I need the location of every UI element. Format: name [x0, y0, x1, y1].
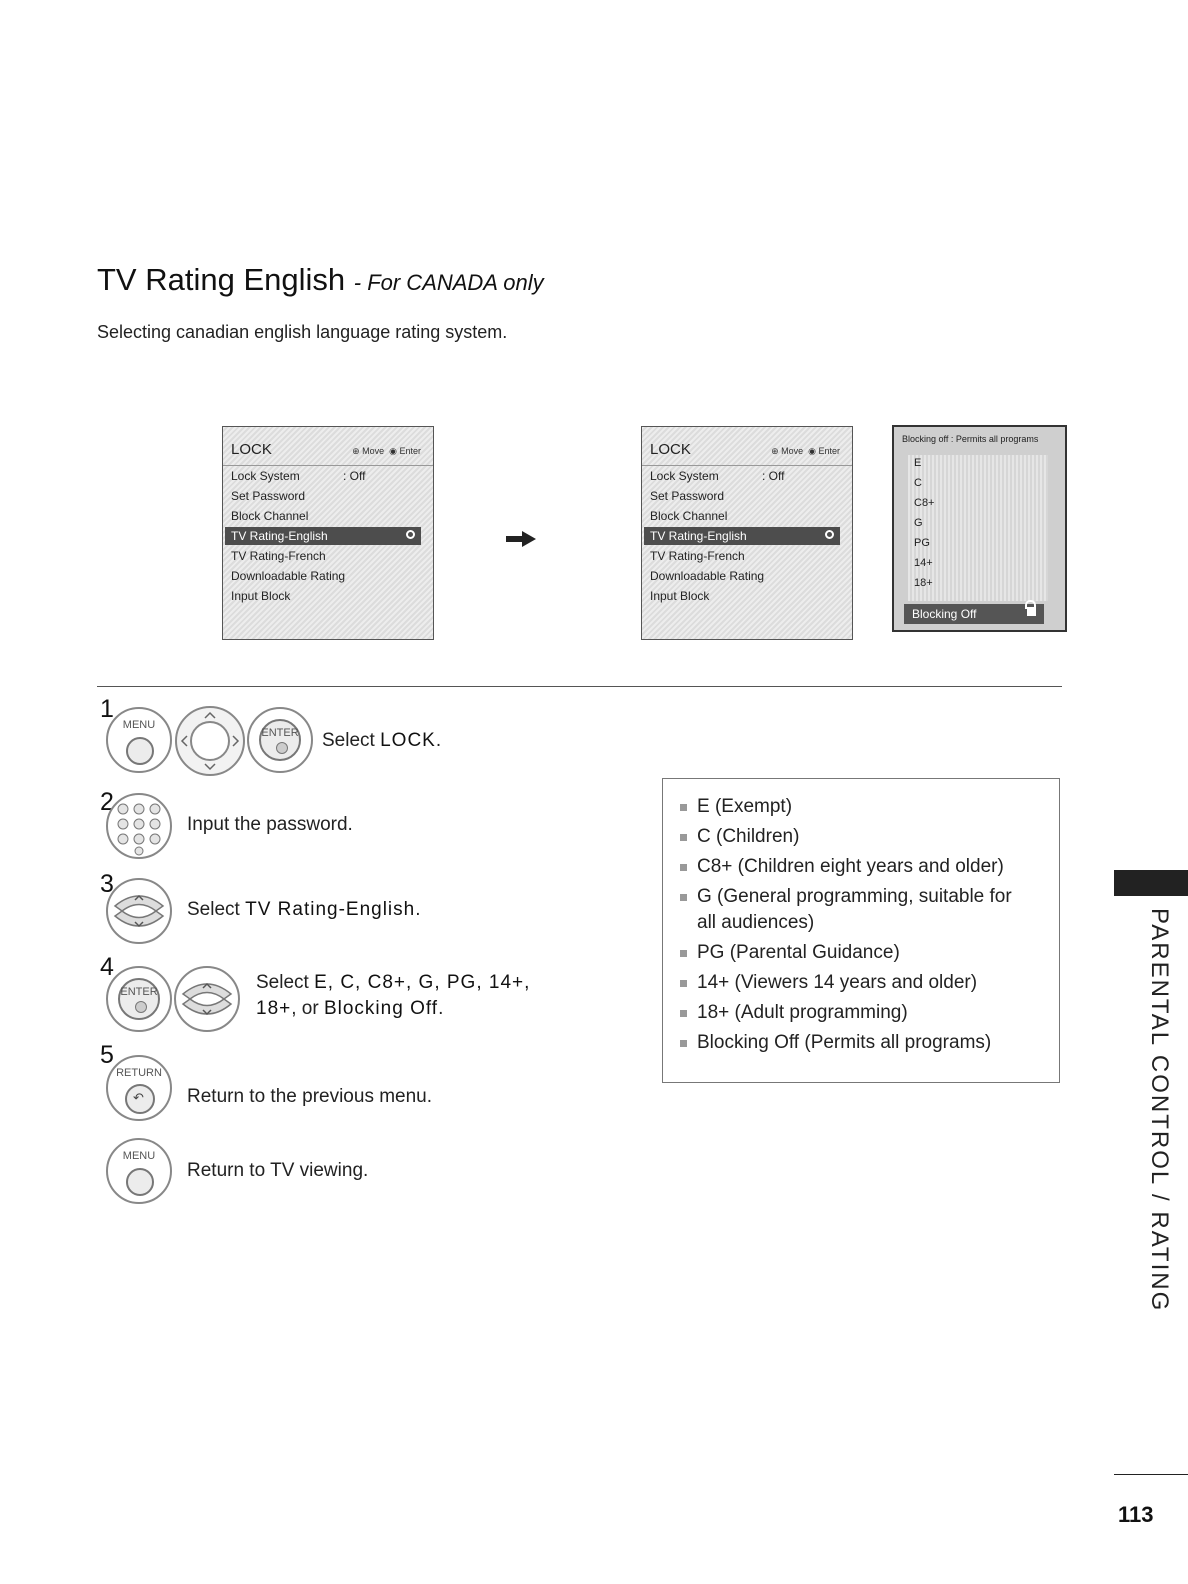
rating-item-c: C — [914, 477, 922, 489]
note-g: G (General programming, suitable for — [697, 886, 1012, 908]
note-e: E (Exempt) — [697, 796, 792, 818]
osd-item-tv-rating-english: TV Rating-English — [644, 527, 840, 545]
note-14: 14+ (Viewers 14 years and older) — [697, 972, 977, 994]
step-1-text: Select LOCK. — [322, 730, 442, 751]
osd-nav-hint: ⊕ Move ◉ Enter — [352, 446, 421, 456]
return-arrow-icon: ↶ — [133, 1090, 144, 1105]
rating-notes-box — [662, 778, 1060, 1083]
title-suffix: - For CANADA only — [353, 270, 544, 295]
page-number: 113 — [1118, 1502, 1154, 1527]
unlock-icon — [1027, 607, 1036, 616]
enter-button[interactable]: ENTER — [106, 966, 172, 1032]
rating-item-14: 14+ — [914, 557, 933, 569]
step-2-text: Input the password. — [187, 814, 353, 835]
step-5-text: Return to the previous menu. — [187, 1086, 433, 1107]
step-number-5: 5 — [100, 1041, 114, 1069]
rating-caption: Blocking off : Permits all programs — [902, 434, 1039, 444]
note-blocking-off: Blocking Off (Permits all programs) — [697, 1032, 991, 1054]
step-6-text: Return to TV viewing. — [187, 1160, 369, 1181]
section-tab-marker — [1114, 870, 1188, 896]
up-down-buttons-icon[interactable] — [174, 966, 240, 1032]
osd-lock-menu-2 — [641, 426, 853, 640]
menu-button[interactable]: MENU — [106, 707, 172, 773]
rating-item-c8: C8+ — [914, 497, 935, 509]
rating-list — [908, 455, 1048, 601]
osd-header — [642, 427, 852, 466]
step-number-4: 4 — [100, 953, 114, 981]
note-c: C (Children) — [697, 826, 799, 848]
osd-title: LOCK — [650, 441, 691, 458]
step-4-text: Select E, C, C8+, G, PG, 14+, 18+, or Blocking Off. — [256, 972, 531, 1019]
step-number-3: 3 — [100, 870, 114, 898]
select-dot-icon — [406, 530, 415, 539]
divider — [97, 686, 1062, 687]
osd-item-lock-system: Lock System : Off — [231, 469, 366, 483]
page-rule — [1114, 1474, 1188, 1475]
rating-item-g: G — [914, 517, 923, 529]
step-3-text: Select TV Rating-English. — [187, 899, 421, 920]
navigation-pad-icon[interactable] — [174, 705, 246, 777]
return-button[interactable]: RETURN ↶ — [106, 1055, 172, 1121]
rating-item-18: 18+ — [914, 577, 933, 589]
osd-header — [223, 427, 433, 466]
rating-popup — [892, 425, 1067, 632]
osd-item-downloadable-rating: Downloadable Rating — [650, 569, 765, 583]
rating-item-e: E — [914, 457, 922, 469]
note-g-continued: all audiences) — [697, 912, 815, 933]
osd-item-lock-system: Lock System : Off — [650, 469, 785, 483]
note-18: 18+ (Adult programming) — [697, 1002, 908, 1024]
osd-item-tv-rating-french: TV Rating-French — [650, 549, 745, 563]
step-number-2: 2 — [100, 788, 114, 816]
enter-button[interactable]: ENTER — [247, 707, 313, 773]
osd-item-tv-rating-french: TV Rating-French — [231, 549, 326, 563]
blocking-off-selected: Blocking Off — [904, 604, 1044, 624]
title-main: TV Rating English — [97, 262, 346, 297]
osd-item-input-block: Input Block — [231, 589, 291, 603]
number-keypad-icon[interactable] — [106, 793, 172, 859]
arrow-right-icon — [506, 531, 536, 547]
rating-item-pg: PG — [914, 537, 930, 549]
osd-item-block-channel: Block Channel — [650, 509, 728, 523]
osd-item-tv-rating-english: TV Rating-English — [225, 527, 421, 545]
osd-item-block-channel: Block Channel — [231, 509, 309, 523]
page-title — [97, 262, 544, 298]
step-number-1: 1 — [100, 695, 114, 723]
up-down-buttons-icon[interactable] — [106, 878, 172, 944]
select-dot-icon — [825, 530, 834, 539]
section-label: PARENTAL CONTROL / RATING — [1146, 908, 1173, 1313]
osd-title: LOCK — [231, 441, 272, 458]
osd-item-input-block: Input Block — [650, 589, 710, 603]
menu-button[interactable]: MENU — [106, 1138, 172, 1204]
page-description: Selecting canadian english language rating system. — [97, 322, 508, 342]
note-c8: C8+ (Children eight years and older) — [697, 856, 1004, 878]
osd-item-set-password: Set Password — [231, 489, 306, 503]
osd-item-downloadable-rating: Downloadable Rating — [231, 569, 346, 583]
osd-nav-hint: ⊕ Move ◉ Enter — [771, 446, 840, 456]
note-pg: PG (Parental Guidance) — [697, 942, 900, 964]
osd-item-set-password: Set Password — [650, 489, 725, 503]
osd-lock-menu-1 — [222, 426, 434, 640]
